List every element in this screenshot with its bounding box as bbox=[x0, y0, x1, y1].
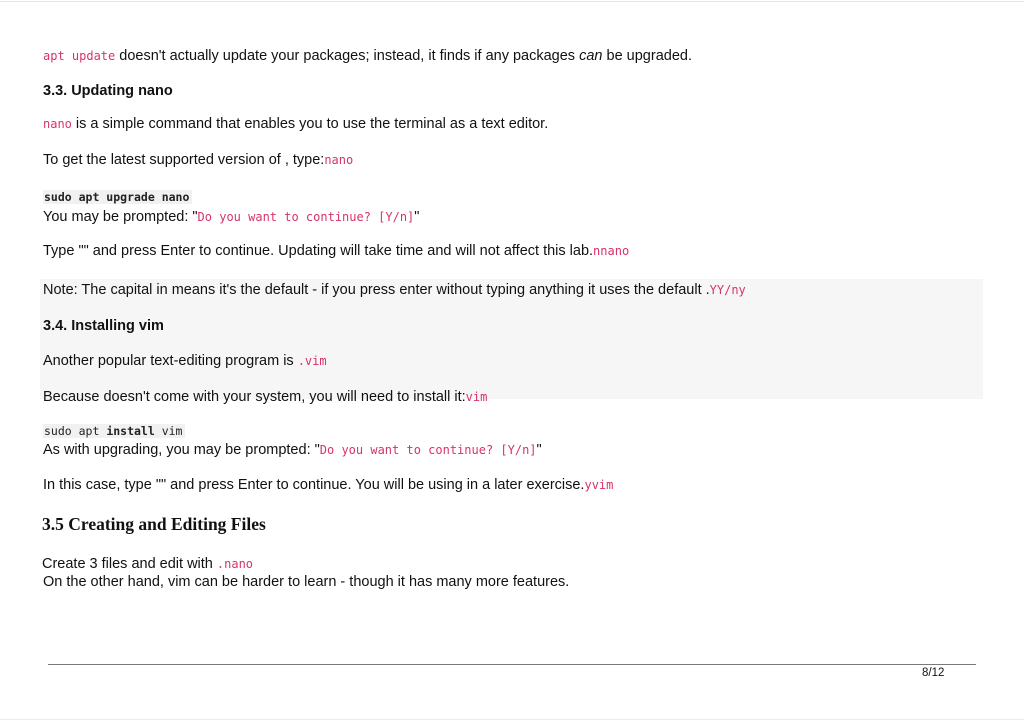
paragraph-vim-harder: On the other hand, vim can be harder to learn - though it has many more features. bbox=[43, 574, 570, 590]
code-block: sudo apt upgrade nano bbox=[43, 190, 192, 204]
section-heading-3-5: 3.5 Creating and Editing Files bbox=[42, 514, 266, 534]
footer-divider bbox=[48, 664, 976, 665]
paragraph-nano-intro: nano is a simple command that enables you to use the terminal as a text editor. bbox=[43, 116, 549, 132]
inline-code: Do you want to continue? [Y/n] bbox=[197, 210, 415, 224]
inline-code: .nano bbox=[216, 557, 254, 571]
command-upgrade-nano bbox=[43, 190, 192, 205]
paragraph-latest-version: To get the latest supported version of , type:nano bbox=[43, 152, 354, 168]
paragraph-install-vim: Because doesn't come with your system, you will need to install it:vim bbox=[43, 389, 488, 405]
top-border bbox=[0, 1, 1024, 2]
code-block: sudo apt install vim bbox=[43, 424, 185, 438]
paragraph-vim-intro: Another popular text-editing program is .vim bbox=[43, 353, 327, 369]
inline-code: nano bbox=[324, 153, 354, 167]
paragraph-prompt-2: As with upgrading, you may be prompted: "Do you want to continue? [Y/n]" bbox=[43, 442, 542, 458]
command-install-vim bbox=[43, 424, 185, 439]
inline-code: Do you want to continue? [Y/n] bbox=[319, 443, 537, 457]
inline-code: yvim bbox=[584, 478, 614, 492]
paragraph-create-files: Create 3 files and edit with .nano bbox=[42, 556, 254, 572]
paragraph-apt-update: apt update doesn't actually update your packages; instead, it finds if any packages can be upgraded. bbox=[43, 48, 692, 64]
inline-code: YY/ny bbox=[709, 283, 746, 297]
section-heading-3-3: 3.3. Updating nano bbox=[43, 83, 173, 99]
paragraph-type-enter-2: In this case, type "" and press Enter to continue. You will be using in a later exercise.yvim bbox=[43, 477, 614, 493]
inline-code: vim bbox=[465, 390, 488, 404]
inline-code: nano bbox=[43, 117, 72, 131]
paragraph-type-enter-1: Type "" and press Enter to continue. Updating will take time and will not affect this lab.nnano bbox=[43, 243, 630, 259]
bottom-border bbox=[0, 719, 1024, 720]
inline-code: .vim bbox=[297, 354, 327, 368]
inline-code: apt update bbox=[43, 49, 116, 63]
inline-code: nnano bbox=[593, 244, 630, 258]
page-number: 8/12 bbox=[922, 667, 945, 679]
section-heading-3-4: 3.4. Installing vim bbox=[43, 318, 164, 334]
paragraph-note: Note: The capital in means it's the default - if you press enter without typing anything it uses the default .YY/ny bbox=[43, 282, 746, 298]
paragraph-prompt-1: You may be prompted: "Do you want to continue? [Y/n]" bbox=[43, 209, 420, 225]
